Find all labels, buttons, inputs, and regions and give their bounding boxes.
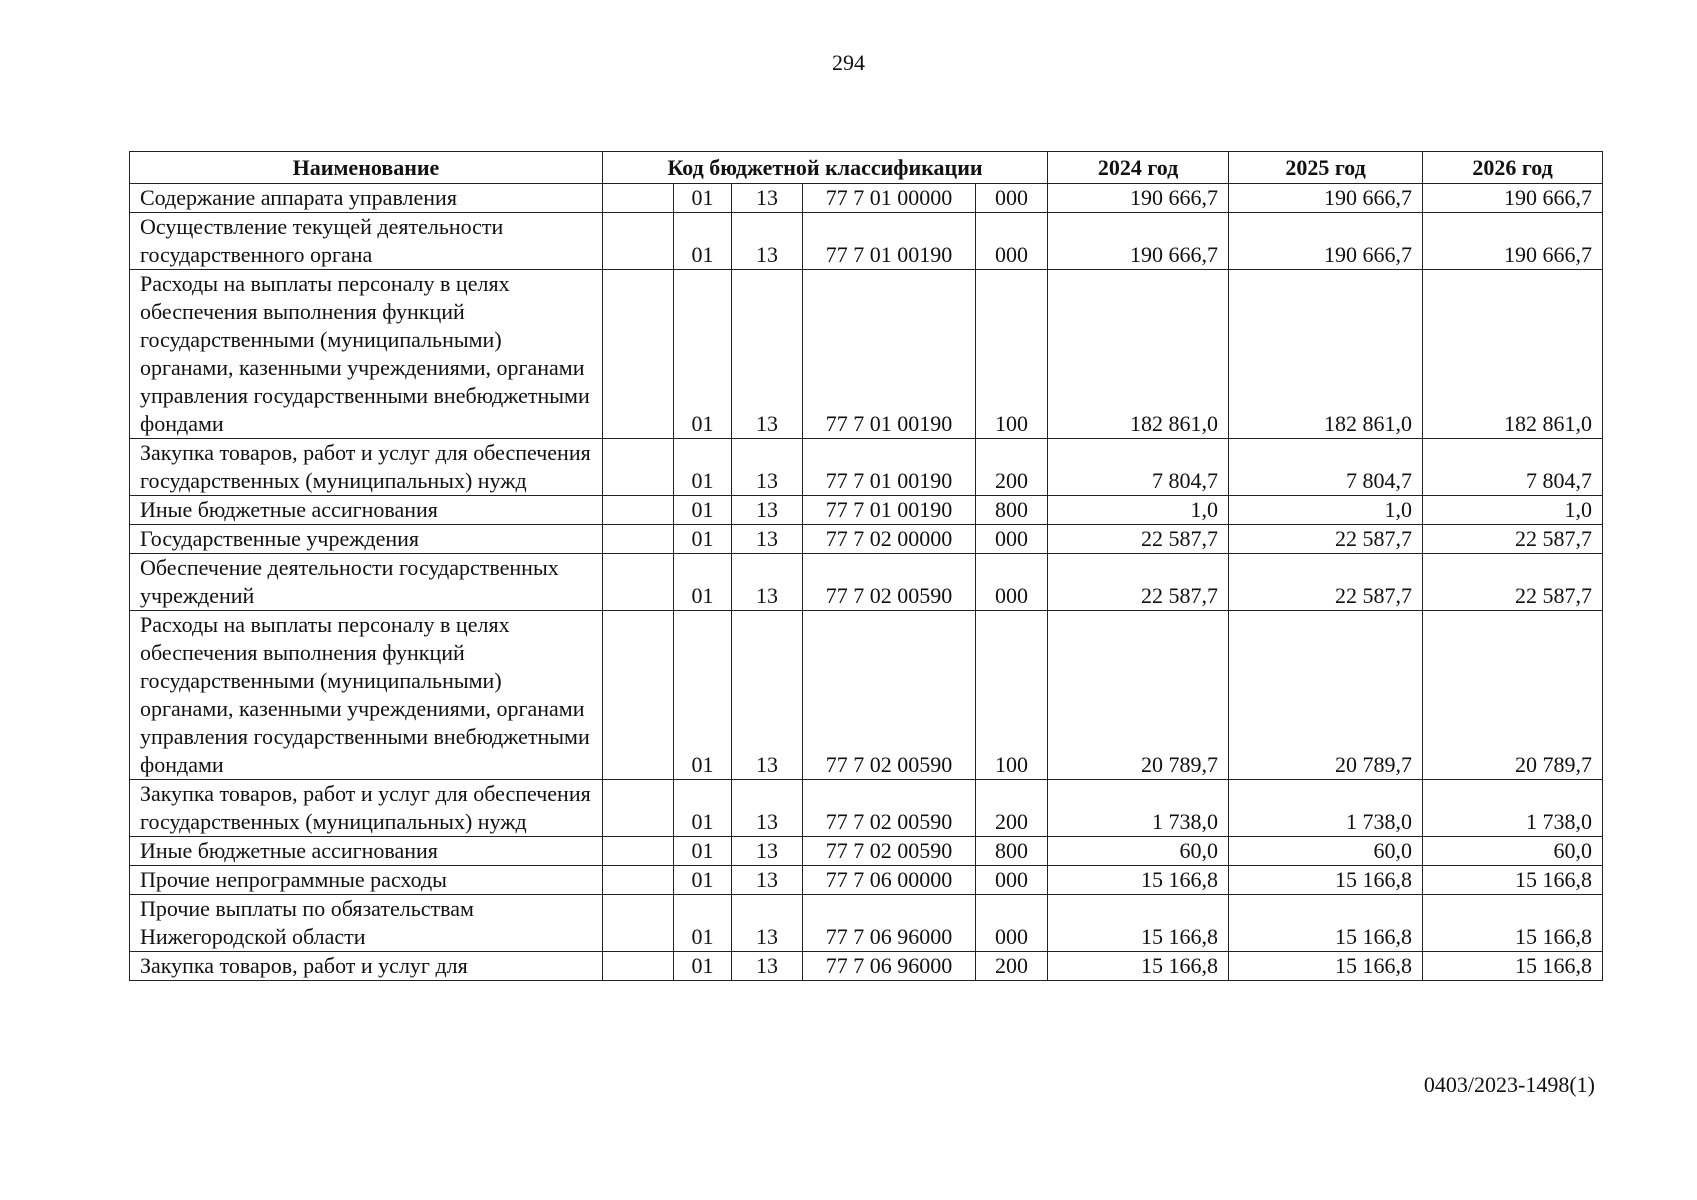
cell-code-subsection: 13: [732, 554, 803, 611]
page-number: 294: [832, 50, 865, 75]
cell-code-0: [603, 184, 674, 213]
cell-code-target: 77 7 02 00000: [803, 525, 976, 554]
cell-code-subsection: 13: [732, 780, 803, 837]
cell-name: Осуществление текущей деятельности государственного органа: [130, 213, 603, 270]
cell-code-0: [603, 496, 674, 525]
cell-value-2025: 15 166,8: [1229, 866, 1423, 895]
cell-value-2024: 15 166,8: [1048, 866, 1229, 895]
cell-code-expense-type: 100: [976, 270, 1048, 439]
cell-name: Прочие непрограммные расходы: [130, 866, 603, 895]
cell-code-section: 01: [674, 866, 732, 895]
cell-code-subsection: 13: [732, 866, 803, 895]
cell-code-subsection: 13: [732, 837, 803, 866]
table-row: [130, 554, 1603, 611]
budget-table: [129, 151, 1603, 981]
cell-value-2024: 182 861,0: [1048, 270, 1229, 439]
cell-value-2026: 22 587,7: [1423, 525, 1603, 554]
cell-code-target: 77 7 01 00190: [803, 270, 976, 439]
cell-code-expense-type: 200: [976, 439, 1048, 496]
header-code: Код бюджетной классификации: [603, 152, 1048, 184]
cell-code-expense-type: 000: [976, 554, 1048, 611]
cell-name: Расходы на выплаты персоналу в целях обеспечения выполнения функций государственными (муниципальными) органами, казенными учреждениями, органами управления государственными внебюджетными фондами: [130, 611, 603, 780]
cell-code-target: 77 7 01 00190: [803, 439, 976, 496]
table-row: [130, 184, 1603, 213]
cell-code-target: 77 7 01 00190: [803, 213, 976, 270]
table-row: [130, 496, 1603, 525]
cell-value-2025: 1,0: [1229, 496, 1423, 525]
cell-code-expense-type: 800: [976, 496, 1048, 525]
cell-code-target: 77 7 01 00000: [803, 184, 976, 213]
cell-value-2024: 190 666,7: [1048, 213, 1229, 270]
cell-value-2025: 20 789,7: [1229, 611, 1423, 780]
table-row: [130, 866, 1603, 895]
cell-name: Закупка товаров, работ и услуг для обеспечения государственных (муниципальных) нужд: [130, 439, 603, 496]
table-row: [130, 439, 1603, 496]
cell-value-2025: 15 166,8: [1229, 952, 1423, 981]
cell-code-target: 77 7 02 00590: [803, 611, 976, 780]
cell-code-subsection: 13: [732, 270, 803, 439]
cell-code-subsection: 13: [732, 184, 803, 213]
cell-value-2025: 182 861,0: [1229, 270, 1423, 439]
cell-value-2024: 7 804,7: [1048, 439, 1229, 496]
cell-code-target: 77 7 06 96000: [803, 952, 976, 981]
cell-code-subsection: 13: [732, 213, 803, 270]
cell-value-2025: 15 166,8: [1229, 895, 1423, 952]
cell-code-target: 77 7 01 00190: [803, 496, 976, 525]
cell-name: Закупка товаров, работ и услуг для: [130, 952, 603, 981]
cell-code-target: 77 7 02 00590: [803, 837, 976, 866]
table-row: [130, 895, 1603, 952]
table-row: [130, 525, 1603, 554]
table-body: [130, 184, 1603, 981]
cell-code-section: 01: [674, 780, 732, 837]
cell-value-2025: 190 666,7: [1229, 184, 1423, 213]
cell-value-2026: 15 166,8: [1423, 895, 1603, 952]
cell-code-0: [603, 270, 674, 439]
cell-code-0: [603, 780, 674, 837]
table-row: [130, 270, 1603, 439]
document-code: 0403/2023-1498(1): [1423, 1072, 1595, 1097]
cell-value-2024: 190 666,7: [1048, 184, 1229, 213]
cell-code-section: 01: [674, 895, 732, 952]
cell-name: Содержание аппарата управления: [130, 184, 603, 213]
cell-value-2026: 7 804,7: [1423, 439, 1603, 496]
cell-code-0: [603, 439, 674, 496]
cell-code-0: [603, 837, 674, 866]
cell-value-2024: 1 738,0: [1048, 780, 1229, 837]
cell-code-0: [603, 213, 674, 270]
cell-name: Иные бюджетные ассигнования: [130, 837, 603, 866]
table-header-row: [130, 152, 1603, 184]
cell-code-expense-type: 200: [976, 952, 1048, 981]
cell-value-2026: 1,0: [1423, 496, 1603, 525]
cell-code-target: 77 7 02 00590: [803, 554, 976, 611]
table-row: [130, 952, 1603, 981]
cell-code-section: 01: [674, 439, 732, 496]
cell-code-target: 77 7 06 96000: [803, 895, 976, 952]
header-2026: 2026 год: [1423, 152, 1603, 184]
cell-value-2024: 15 166,8: [1048, 895, 1229, 952]
cell-code-subsection: 13: [732, 525, 803, 554]
cell-code-0: [603, 525, 674, 554]
cell-value-2024: 22 587,7: [1048, 554, 1229, 611]
cell-value-2026: 182 861,0: [1423, 270, 1603, 439]
cell-code-subsection: 13: [732, 439, 803, 496]
cell-value-2025: 60,0: [1229, 837, 1423, 866]
table-row: [130, 780, 1603, 837]
cell-name: Прочие выплаты по обязательствам Нижегородской области: [130, 895, 603, 952]
cell-code-section: 01: [674, 554, 732, 611]
header-name: Наименование: [130, 152, 603, 184]
cell-value-2025: 7 804,7: [1229, 439, 1423, 496]
cell-value-2024: 1,0: [1048, 496, 1229, 525]
cell-code-expense-type: 000: [976, 866, 1048, 895]
cell-name: Расходы на выплаты персоналу в целях обеспечения выполнения функций государственными (муниципальными) органами, казенными учреждениями, органами управления государственными внебюджетными фондами: [130, 270, 603, 439]
cell-code-subsection: 13: [732, 611, 803, 780]
cell-value-2024: 20 789,7: [1048, 611, 1229, 780]
cell-code-0: [603, 952, 674, 981]
cell-code-section: 01: [674, 270, 732, 439]
cell-code-0: [603, 895, 674, 952]
cell-code-section: 01: [674, 184, 732, 213]
cell-code-subsection: 13: [732, 496, 803, 525]
cell-value-2026: 20 789,7: [1423, 611, 1603, 780]
cell-code-expense-type: 800: [976, 837, 1048, 866]
cell-value-2026: 22 587,7: [1423, 554, 1603, 611]
cell-code-expense-type: 000: [976, 895, 1048, 952]
cell-code-target: 77 7 02 00590: [803, 780, 976, 837]
table-row: [130, 837, 1603, 866]
cell-code-expense-type: 000: [976, 184, 1048, 213]
cell-code-section: 01: [674, 837, 732, 866]
cell-code-section: 01: [674, 213, 732, 270]
table-row: [130, 213, 1603, 270]
cell-code-expense-type: 100: [976, 611, 1048, 780]
cell-name: Иные бюджетные ассигнования: [130, 496, 603, 525]
cell-code-target: 77 7 06 00000: [803, 866, 976, 895]
cell-value-2024: 15 166,8: [1048, 952, 1229, 981]
cell-value-2026: 15 166,8: [1423, 866, 1603, 895]
cell-code-0: [603, 554, 674, 611]
cell-value-2026: 1 738,0: [1423, 780, 1603, 837]
cell-value-2025: 22 587,7: [1229, 554, 1423, 611]
cell-value-2024: 22 587,7: [1048, 525, 1229, 554]
cell-code-section: 01: [674, 611, 732, 780]
cell-value-2026: 15 166,8: [1423, 952, 1603, 981]
cell-value-2026: 60,0: [1423, 837, 1603, 866]
cell-code-0: [603, 866, 674, 895]
cell-value-2026: 190 666,7: [1423, 213, 1603, 270]
header-2024: 2024 год: [1048, 152, 1229, 184]
cell-code-0: [603, 611, 674, 780]
cell-code-section: 01: [674, 952, 732, 981]
cell-value-2026: 190 666,7: [1423, 184, 1603, 213]
cell-value-2025: 1 738,0: [1229, 780, 1423, 837]
cell-name: Государственные учреждения: [130, 525, 603, 554]
cell-value-2024: 60,0: [1048, 837, 1229, 866]
cell-code-expense-type: 000: [976, 213, 1048, 270]
cell-code-section: 01: [674, 525, 732, 554]
cell-code-subsection: 13: [732, 952, 803, 981]
cell-name: Обеспечение деятельности государственных учреждений: [130, 554, 603, 611]
cell-code-expense-type: 000: [976, 525, 1048, 554]
table-row: [130, 611, 1603, 780]
cell-value-2025: 190 666,7: [1229, 213, 1423, 270]
cell-code-section: 01: [674, 496, 732, 525]
header-2025: 2025 год: [1229, 152, 1423, 184]
cell-code-expense-type: 200: [976, 780, 1048, 837]
cell-code-subsection: 13: [732, 895, 803, 952]
cell-name: Закупка товаров, работ и услуг для обеспечения государственных (муниципальных) нужд: [130, 780, 603, 837]
cell-value-2025: 22 587,7: [1229, 525, 1423, 554]
